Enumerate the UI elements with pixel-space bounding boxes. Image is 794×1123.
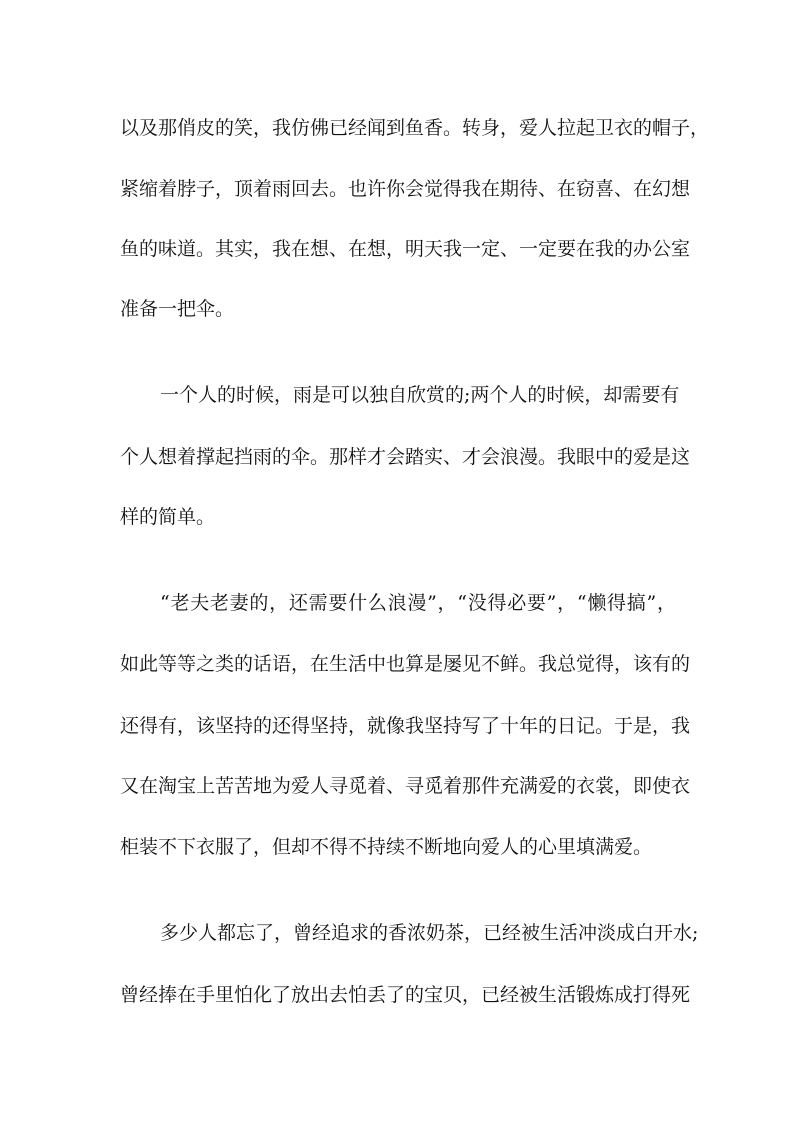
text-line: 曾经捧在手里怕化了放出去怕丢了的宝贝，已经被生活锻炼成打得死	[120, 984, 691, 1006]
text-line: 如此等等之类的话语，在生活中也算是屡见不鲜。我总觉得，该有的	[120, 653, 691, 675]
text-line: 还得有，该坚持的还得坚持，就像我坚持写了十年的日记。于是，我	[120, 715, 691, 737]
text-line: 一个人的时候，雨是可以独自欣赏的;两个人的时候，却需要有	[160, 384, 680, 406]
text-line: 紧缩着脖子，顶着雨回去。也许你会觉得我在期待、在窃喜、在幻想	[120, 178, 691, 200]
text-line: “老夫老妻的，还需要什么浪漫”，“没得必要”，“懒得搞”，	[160, 592, 676, 614]
text-line: 以及那俏皮的笑，我仿佛已经闻到鱼香。转身，爱人拉起卫衣的帽子，	[120, 117, 710, 139]
text-line: 多少人都忘了，曾经追求的香浓奶茶，已经被生活冲淡成白开水;	[160, 922, 699, 944]
text-line: 柜装不下衣服了，但却不得不持续不断地向爱人的心里填满爱。	[120, 836, 653, 858]
text-line: 鱼的味道。其实，我在想、在想，明天我一定、一定要在我的办公室	[120, 238, 691, 260]
text-line: 样的简单。	[120, 506, 216, 528]
text-line: 个人想着撑起挡雨的伞。那样才会踏实、才会浪漫。我眼中的爱是这	[120, 446, 691, 468]
text-line: 准备一把伞。	[120, 298, 235, 320]
text-line: 又在淘宝上苦苦地为爱人寻觅着、寻觅着那件充满爱的衣裳，即使衣	[120, 775, 691, 797]
